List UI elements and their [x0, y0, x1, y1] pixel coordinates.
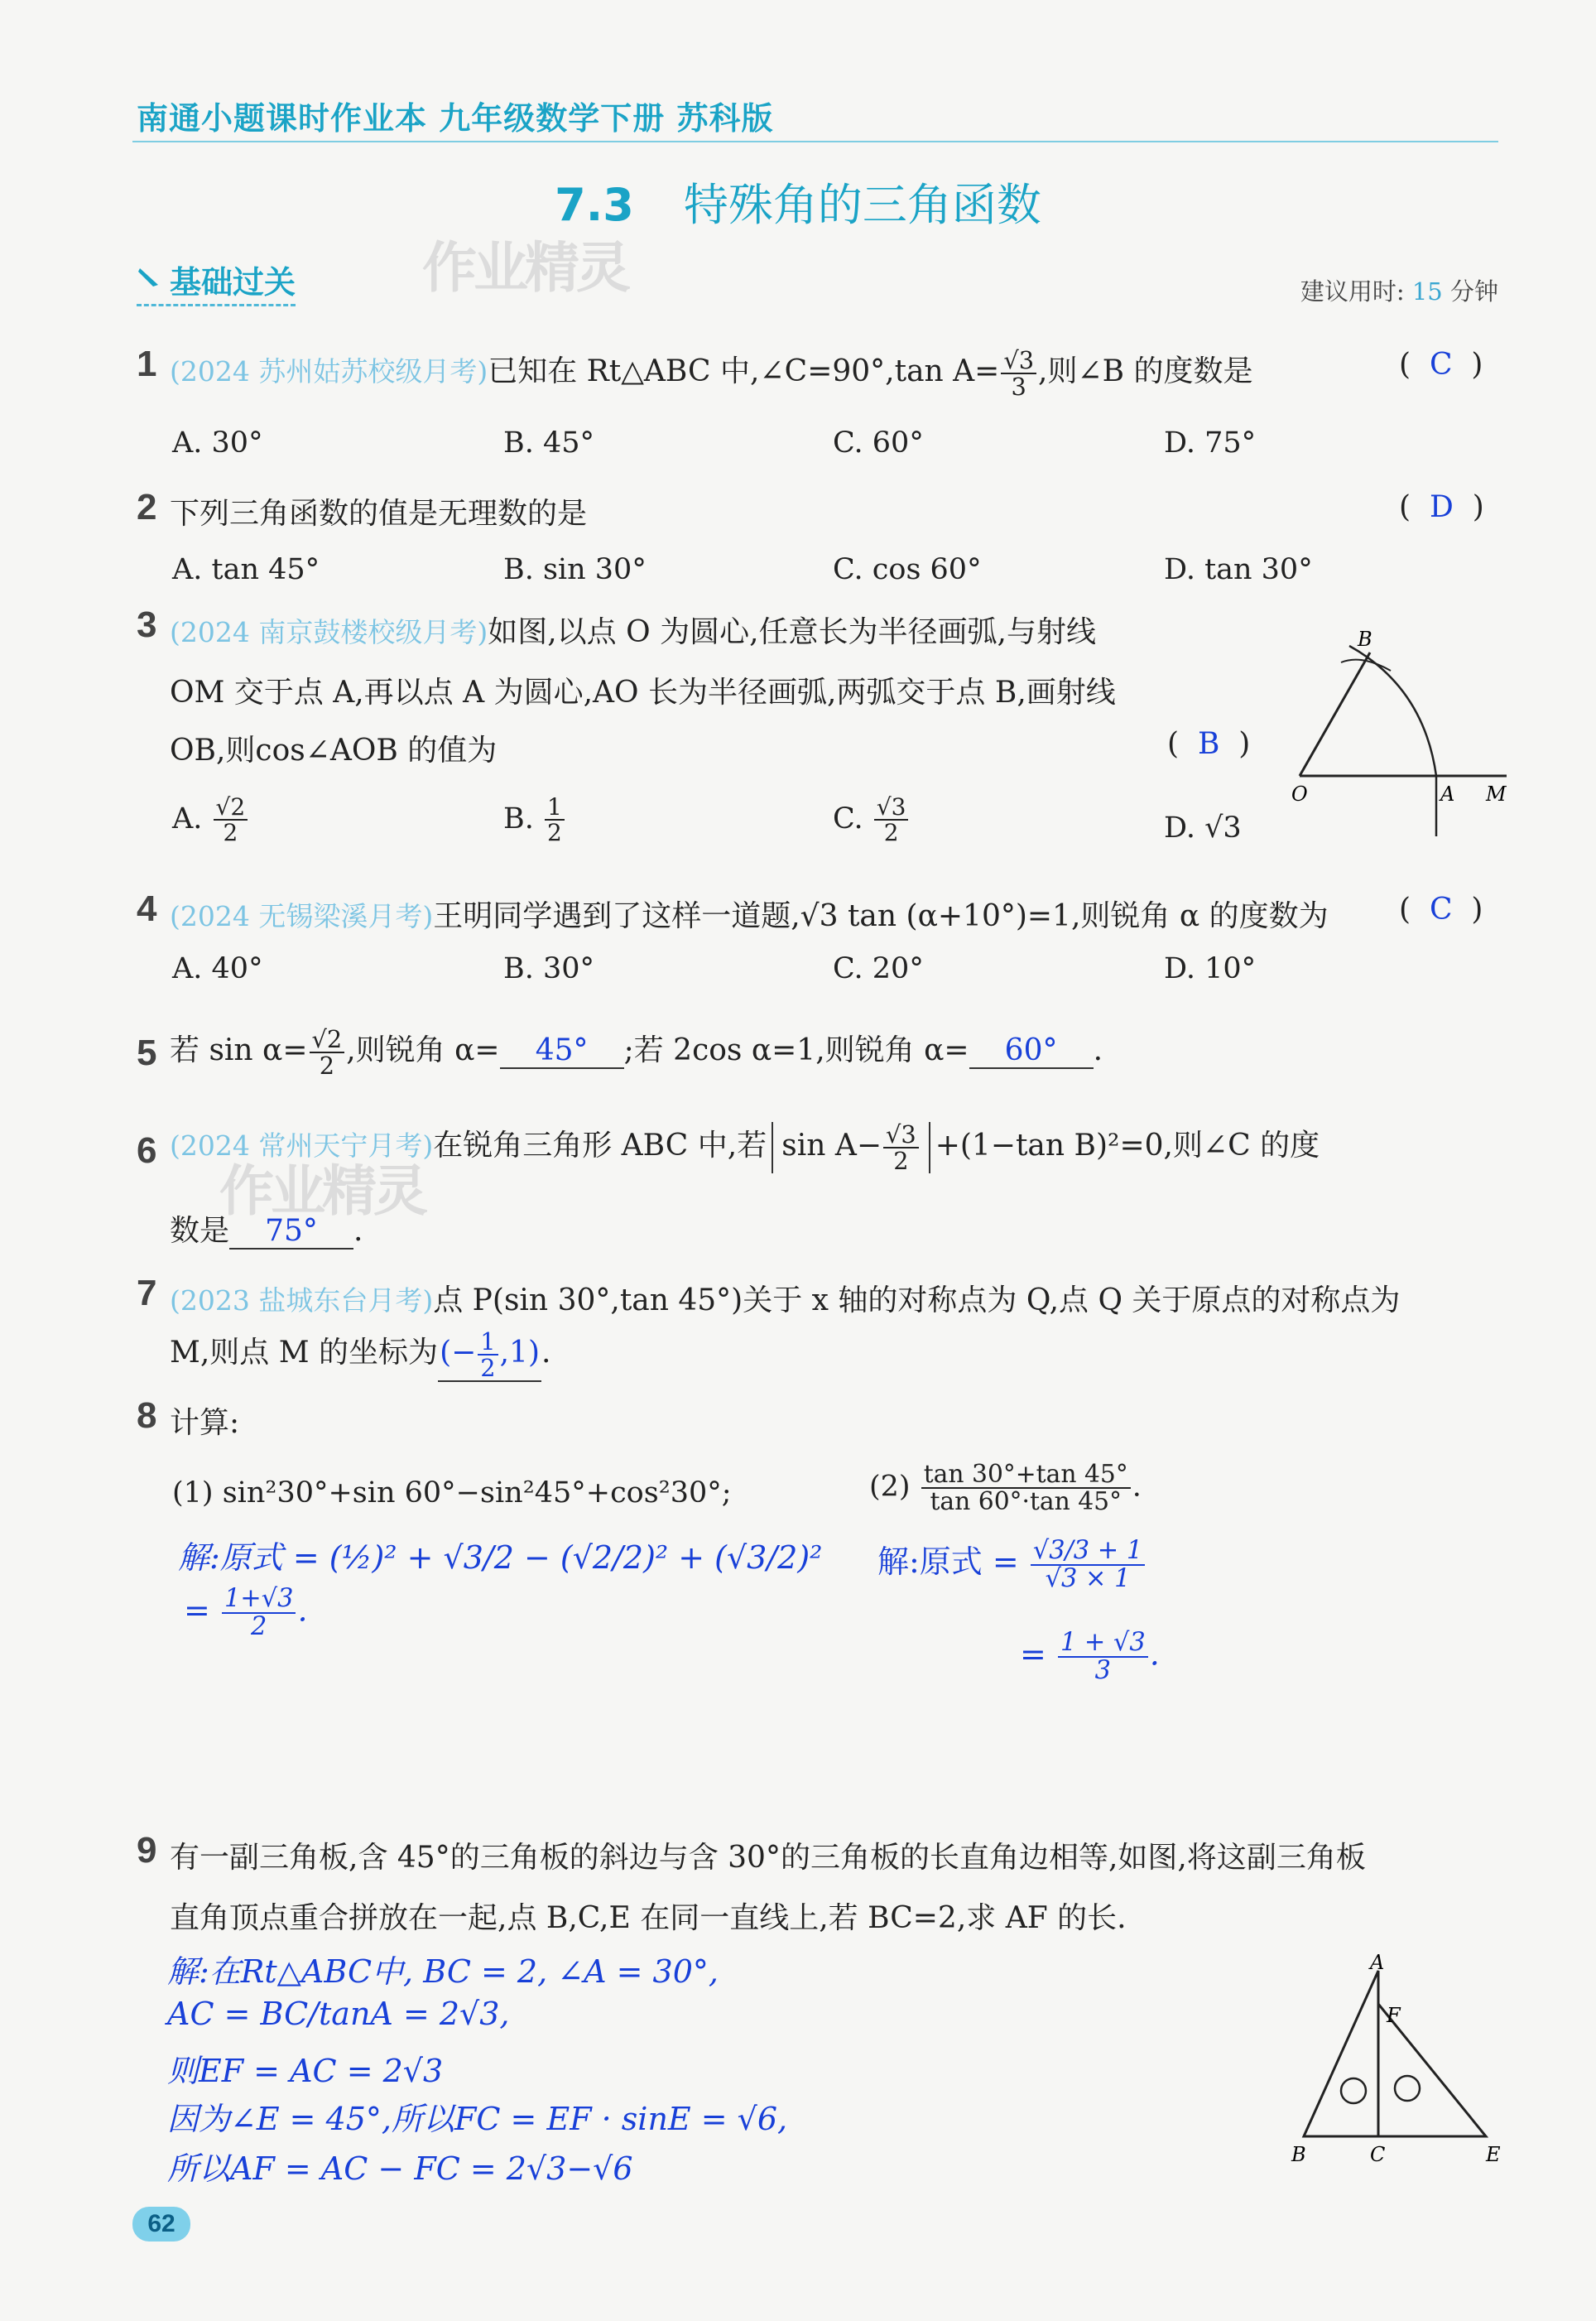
- question-number: 8: [137, 1395, 157, 1436]
- watermark: 作业精灵: [422, 236, 627, 300]
- option: A. tan 45°: [172, 553, 320, 586]
- solution-2-line2: = $\frac{1 + √3}{3}$ .: [1020, 1628, 1160, 1685]
- question-number: 2: [137, 487, 157, 527]
- option: B. 30°: [503, 952, 595, 985]
- section-number: 7.3: [555, 179, 634, 231]
- option: C. 60°: [833, 426, 924, 460]
- label-A: A: [1370, 1954, 1385, 1974]
- option: A. 40°: [172, 952, 263, 985]
- label-O: O: [1291, 782, 1308, 806]
- answer-slot: ( C ): [1399, 893, 1483, 927]
- option: B. $\frac{1}{2}$: [503, 795, 566, 845]
- sub-question-2: (2) $\frac{\tan 30^\circ+\tan 45^\circ}{\tan 60^\circ\cdot\tan 45^\circ}$ .: [869, 1460, 1142, 1517]
- question-number: 1: [137, 344, 157, 384]
- watermark: 作业精灵: [219, 1159, 425, 1223]
- question-7-line2: M,则点 M 的坐标为(− $\frac{1}{2}$ ,1).: [170, 1327, 551, 1383]
- label-A: A: [1440, 782, 1455, 806]
- question-number: 5: [137, 1033, 157, 1073]
- question-6-line2: 数是 75° .: [170, 1214, 363, 1248]
- answer-blank: (− $\frac{1}{2}$ ,1): [440, 1327, 541, 1383]
- solution-2-line1: 解:原式 = $\frac{√3/3 + 1}{√3 \times 1}$: [877, 1536, 1147, 1591]
- label-B: B: [1291, 2143, 1306, 2166]
- section-badge: 基础过关: [137, 257, 296, 306]
- answer-slot: ( D ): [1399, 490, 1484, 524]
- header-divider: [132, 141, 1498, 142]
- answer-blank: 75°: [229, 1214, 353, 1250]
- question-5: 若 sin α= $\frac{√2}{2}$ ,则锐角 α= 45° ;若 2cos α=1,则锐角 α= 60° .: [170, 1025, 1103, 1081]
- option: D. 75°: [1164, 426, 1257, 460]
- q9-figure: [1283, 1954, 1515, 2174]
- solution-line: 因为∠E = 45°,所以FC = EF · sinE = √6,: [167, 2101, 788, 2137]
- question-8: 计算:: [170, 1406, 240, 1440]
- label-B: B: [1358, 628, 1372, 651]
- sub-question-1: (1) sin²30°+sin 60°−sin²45°+cos²30°;: [172, 1476, 732, 1510]
- label-C: C: [1370, 2143, 1386, 2166]
- section-title: [0, 170, 1596, 234]
- option: D. √3: [1164, 811, 1242, 845]
- label-E: E: [1486, 2143, 1501, 2166]
- question-2: 下列三角函数的值是无理数的是: [170, 497, 588, 531]
- option: B. sin 30°: [503, 553, 647, 586]
- option: A. $\frac{√2}{2}$: [172, 795, 249, 845]
- solution-1-line1: 解:原式 = (½)² + √3/2 − (√2/2)² + (√3/2)²: [178, 1539, 823, 1576]
- section-title-text: 特殊角的三角函数: [683, 179, 1041, 231]
- question-6-line1: (2024 常州天宁月考)在锐角三角形 ABC 中,若 sin A− $\frac{√3}{2}$ +(1−tan B)²=0,则∠C 的度: [170, 1120, 1320, 1176]
- option: C. 20°: [833, 952, 924, 985]
- question-number: 6: [137, 1130, 157, 1171]
- label-F: F: [1387, 2004, 1401, 2027]
- question-number: 7: [137, 1273, 157, 1313]
- question-3-line3: OB,则cos∠AOB 的值为: [170, 734, 498, 768]
- question-3-line2: OM 交于点 A,再以点 A 为圆心,AO 长为半径画弧,两弧交于点 B,画射线: [170, 676, 1116, 710]
- option: A. 30°: [172, 426, 263, 460]
- question-7-line1: (2023 盐城东台月考)点 P(sin 30°,tan 45°)关于 x 轴的对称点为 Q,点 Q 关于原点的对称点为: [170, 1283, 1401, 1317]
- solution-line: AC = BC/tanA = 2√3,: [167, 1996, 510, 2032]
- solution-line: 则EF = AC = 2√3: [167, 2053, 444, 2089]
- answer-slot: ( C ): [1399, 348, 1483, 382]
- answer-blank: 60°: [969, 1033, 1094, 1069]
- question-3-line1: (2024 南京鼓楼校级月考)如图,以点 O 为圆心,任意长为半径画弧,与射线: [170, 615, 1096, 649]
- option: C. cos 60°: [833, 553, 982, 586]
- question-9-line2: 直角顶点重合拼放在一起,点 B,C,E 在同一直线上,若 BC=2,求 AF 的长.: [170, 1901, 1127, 1935]
- question-number: 3: [137, 604, 157, 645]
- option: D. 10°: [1164, 952, 1257, 985]
- q3-figure: [1283, 604, 1515, 836]
- option: D. tan 30°: [1164, 553, 1313, 586]
- question-number: 4: [137, 888, 157, 929]
- solution-line: 所以AF = AC − FC = 2√3−√6: [167, 2150, 633, 2187]
- question-9-line1: 有一副三角板,含 45°的三角板的斜边与含 30°的三角板的长直角边相等,如图,将这副三角板: [170, 1841, 1366, 1875]
- answer-slot: ( B ): [1167, 727, 1251, 761]
- solution-1-line2: = $\frac{1+√3}{2}$ .: [184, 1584, 308, 1641]
- page-number: 62: [132, 2207, 190, 2242]
- book-header: 南通小题课时作业本 九年级数学下册 苏科版: [137, 100, 774, 137]
- question-4: (2024 无锡梁溪月考)王明同学遇到了这样一道题,√3 tan (α+10°)=1,则锐角 α 的度数为: [170, 899, 1329, 933]
- solution-line: 解:在Rt△ABC中, BC = 2, ∠A = 30°,: [167, 1953, 719, 1990]
- option: B. 45°: [503, 426, 595, 460]
- question-1: (2024 苏州姑苏校级月考)已知在 Rt△ABC 中,∠C=90°,tan A= $\frac{√3}{3}$ ,则∠B 的度数是: [170, 346, 1253, 402]
- answer-blank: 45°: [500, 1033, 624, 1069]
- label-M: M: [1486, 782, 1507, 806]
- suggested-time: 建议用时: 15 分钟: [1300, 277, 1498, 306]
- fraction: $\frac{√3}{3}$: [1001, 348, 1036, 399]
- option: C. $\frac{√3}{2}$: [833, 795, 910, 845]
- question-number: 9: [137, 1830, 157, 1871]
